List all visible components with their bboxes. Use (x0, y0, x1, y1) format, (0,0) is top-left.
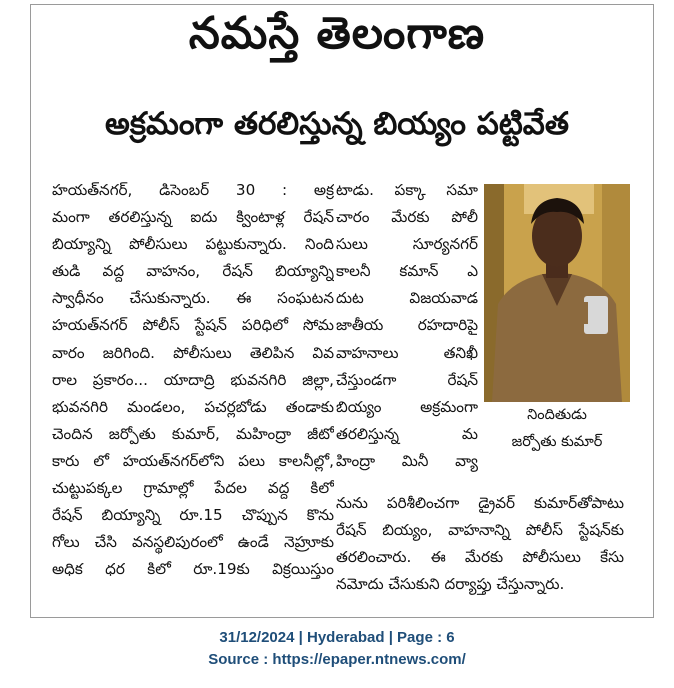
article-line: దుట విజయవాడ (336, 289, 478, 308)
accused-photo (484, 184, 630, 402)
article-line: రాల ప్రకారం... యాదాద్రి భువనగిరి జిల్లా, (52, 370, 334, 389)
caption-name: జర్పోతు కుమార్ (511, 434, 603, 450)
article-line: జాతీయ రహదారిపై (336, 316, 478, 335)
article-line: నమోదు చేసుకుని దర్యాప్తు చేస్తున్నారు. (336, 575, 565, 594)
caption-label: నిందితుడు (527, 407, 587, 423)
article-headline: అక్రమంగా తరలిస్తున్న బియ్యం పట్టివేత (105, 106, 569, 142)
article-line: రేషన్ బియ్యాన్ని రూ.15 చొప్పున కొను (52, 506, 334, 525)
article-line: చేస్తుండగా రేషన్ (336, 370, 478, 389)
article-column-1 (52, 177, 334, 583)
article-line: తరలించారు. ఈ మేరకు పోలీసులు కేసు (336, 548, 624, 567)
article-line: చుట్టుపక్కల గ్రామాల్లో పేదల వద్ద కిలో (52, 479, 334, 498)
article-line: తరలిస్తున్న మ (336, 424, 478, 443)
person-photo-icon (484, 184, 630, 402)
article-line: గోలు చేసి వనస్థలిపురంలో ఉండే నెహ్రూకు (52, 533, 334, 552)
article-line: రేషన్ బియ్యం, వాహనాన్ని పోలీస్ స్టేషన్‌కు (336, 521, 624, 540)
article-line: సులు సూర్యనగర్ (336, 235, 478, 254)
article-column-3 (336, 490, 624, 598)
article-line: మంగా తరలిస్తున్న ఐదు క్వింటాళ్ల రేషన్ (52, 208, 334, 227)
article-line: భువనగిరి మండలం, పచర్లబోడు తండాకు (52, 397, 334, 416)
article-line: చారం మేరకు పోలీ (336, 208, 478, 227)
article-line: చెందిన జర్పోతు కుమార్, మహింద్రా జీటో (52, 424, 334, 443)
article-line: కాలనీ కమాన్ ఎ (336, 262, 478, 281)
article-line: బియ్యం అక్రమంగా (336, 397, 478, 416)
article-column-2 (336, 177, 478, 475)
edition-info: 31/12/2024 | Hyderabad | Page : 6 (219, 629, 455, 646)
article-line: హయత్‌నగర్, డిసెంబర్ 30 : అక్ర (52, 181, 334, 199)
article-line: నును పరిశీలించగా డ్రైవర్ కుమార్‌తోపాటు (336, 494, 624, 512)
article-line: హింద్రా మినీ వ్యా (336, 451, 478, 470)
article-line: టాడు. పక్కా సమా (336, 181, 478, 199)
photo-caption (484, 402, 630, 466)
article-line: బియ్యాన్ని పోలీసులు పట్టుకున్నారు. నింది (52, 235, 334, 254)
article-line: వారం జరిగింది. పోలీసులు తెలిపిన వివ (52, 343, 334, 362)
article-line: స్వాధీనం చేసుకున్నారు. ఈ సంఘటన (52, 289, 334, 308)
article-line: తుడి వద్ద వాహనం, రేషన్ బియ్యాన్ని (52, 262, 334, 281)
article-line: అధిక ధర కిలో రూ.19కు విక్రయిస్తుం (52, 560, 334, 579)
newspaper-masthead: నమస్తే తెలంగాణ (188, 8, 486, 59)
source-link[interactable]: Source : https://epaper.ntnews.com/ (208, 651, 466, 668)
article-line: హయత్‌నగర్ పోలీస్ స్టేషన్ పరిధిలో సోమ (52, 316, 334, 335)
article-line: కారు లో హయత్‌నగర్‌లోని పలు కాలనీల్లో, (52, 451, 334, 470)
article-line: వాహనాలు తనిఖీ (336, 343, 478, 362)
